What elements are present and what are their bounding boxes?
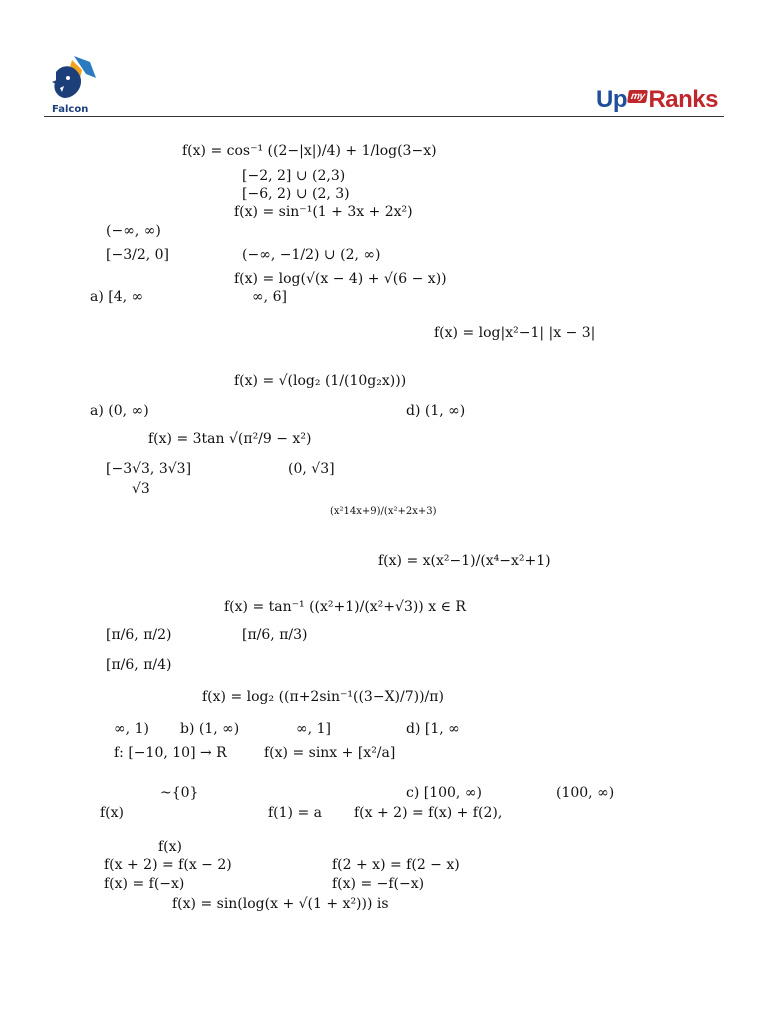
math-line: f(x) = x(x²−1)/(x⁴−x²+1) [378,553,551,569]
math-line: [−3/2, 0] [106,247,169,263]
math-line: d) (1, ∞) [406,403,466,419]
math-line: f(x) = 3tan √(π²/9 − x²) [148,431,312,447]
math-line: f(x) = log(√(x − 4) + √(6 − x)) [234,271,447,287]
math-line: d) [1, ∞ [406,721,460,737]
logo-ranks: Ranks [648,86,718,113]
math-line: [−6, 2) ∪ (2, 3) [242,186,350,202]
math-line: (0, √3] [288,461,335,477]
math-line: c) [100, ∞) [406,785,482,801]
math-line: f(1) = a [268,805,322,821]
math-line: ∞, 1) [114,721,149,737]
math-line: a) [4, ∞ [90,289,144,305]
math-line: f(x) = log|x²−1| |x − 3| [434,325,596,341]
math-line: ∞, 1] [296,721,331,737]
math-line: f(x) = log₂ ((π+2sin⁻¹((3−X)/7))/π) [202,689,444,705]
math-line: [π/6, π/4) [106,657,172,673]
math-line: f(x) = √(log₂ (1/(10g₂x))) [234,373,407,389]
math-line: (x²14x+9)/(x²+2x+3) [330,506,437,517]
math-line: f(x) = sinx + [x²/a] [264,745,396,761]
math-line: a) (0, ∞) [90,403,149,419]
math-line: f(x) = tan⁻¹ ((x²+1)/(x²+√3)) x ∈ R [224,599,466,615]
math-line: f(x + 2) = f(x) + f(2), [354,805,503,821]
math-line: f(x) [100,805,125,821]
upmyranks-logo [596,86,718,114]
logo-my: my [627,90,648,103]
math-line: √3 [132,481,150,497]
math-line: (−∞, ∞) [106,223,161,239]
math-line: f(x) = −f(−x) [332,876,425,892]
math-line: f(x + 2) = f(x − 2) [104,857,232,873]
math-line: f(x) [158,839,183,855]
math-line: [−3√3, 3√3] [106,461,192,477]
math-line: [π/6, π/3) [242,627,308,643]
header-rule [44,116,724,117]
math-line: b) (1, ∞) [180,721,240,737]
math-line: f(x) = sin(log(x + √(1 + x²))) is [172,896,389,912]
math-line: ~{0} [160,785,199,801]
logo-up: Up [596,86,627,113]
math-line: f: [−10, 10] → R [114,745,227,761]
math-line: f(x) = sin⁻¹(1 + 3x + 2x²) [234,204,413,220]
falcon-logo-text: Falcon [52,104,89,115]
math-line: f(2 + x) = f(2 − x) [332,857,460,873]
math-line: (−∞, −1/2) ∪ (2, ∞) [242,247,381,263]
math-line: ∞, 6] [252,289,287,305]
math-line: f(x) = cos⁻¹ ((2−|x|)/4) + 1/log(3−x) [182,143,437,159]
math-line: f(x) = f(−x) [104,876,185,892]
math-line: [−2, 2] ∪ (2,3) [242,168,346,184]
math-line: [π/6, π/2) [106,627,172,643]
math-line: (100, ∞) [556,785,615,801]
